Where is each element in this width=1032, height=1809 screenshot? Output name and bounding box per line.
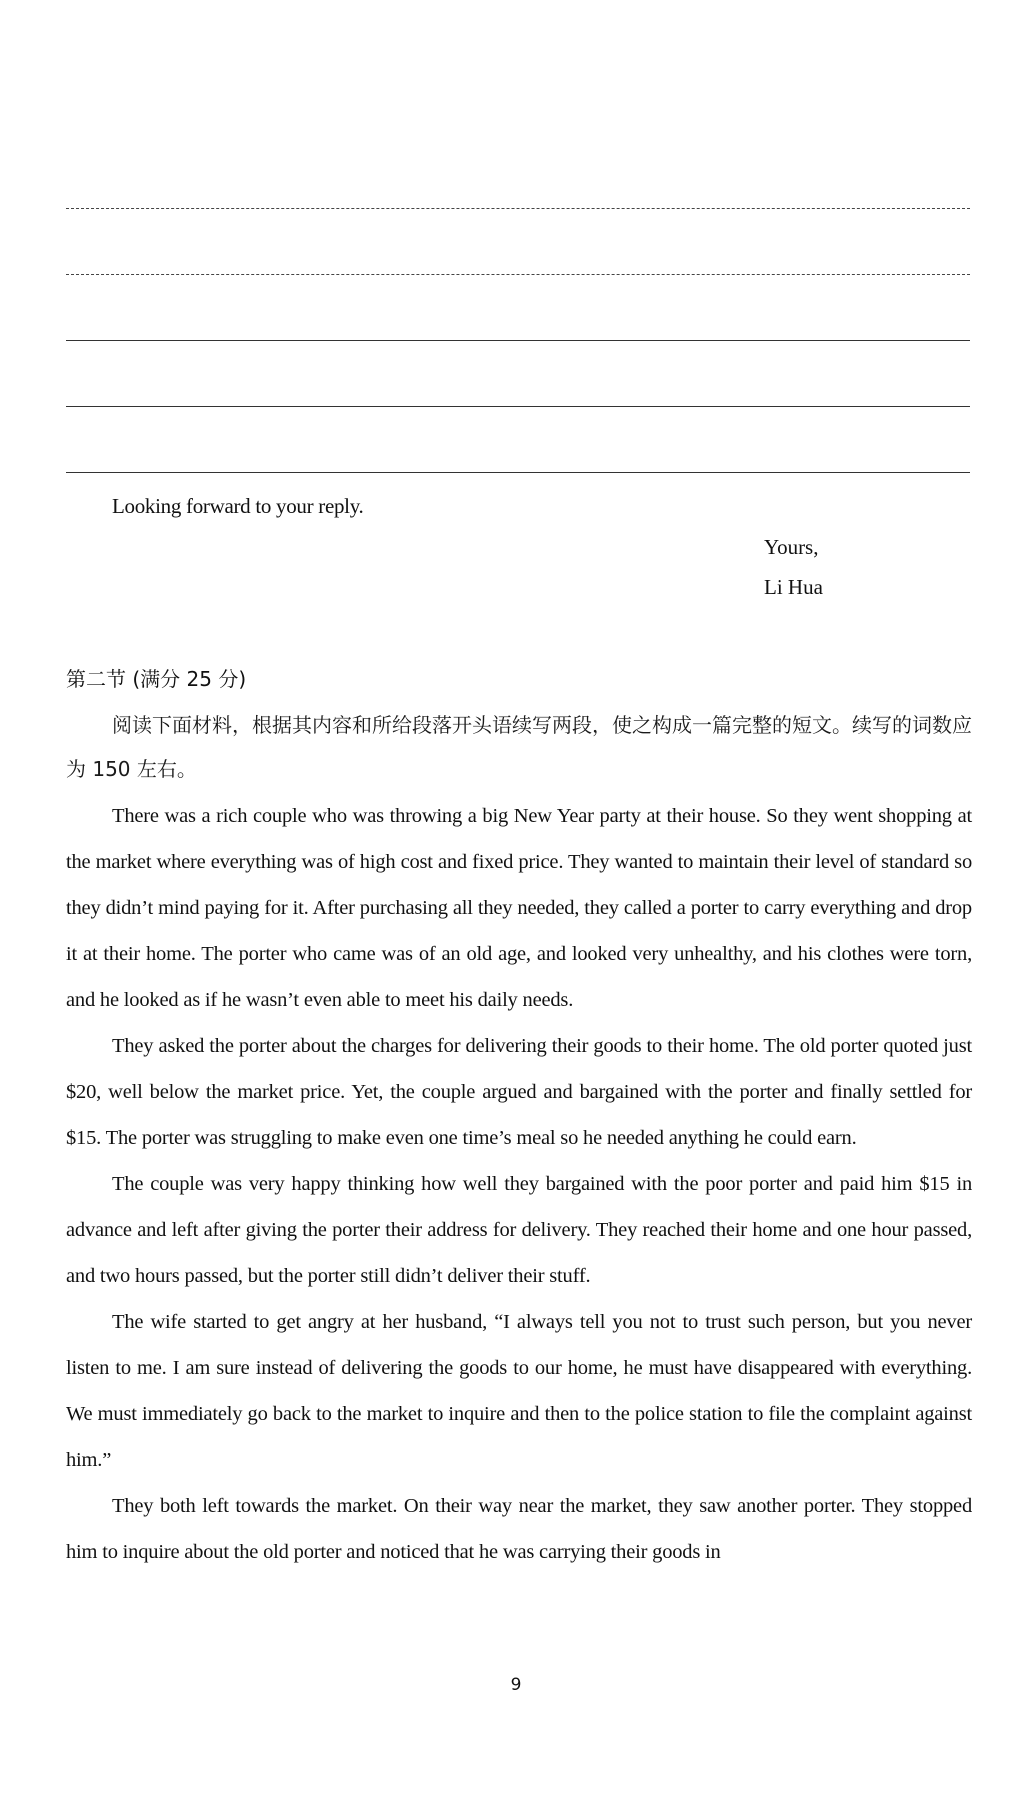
answer-line [66, 472, 970, 473]
letter-sign-off: Yours, [764, 535, 819, 559]
story-paragraph: They asked the porter about the charges for delivering their goods to their home. The old porter quoted just $20, well below the market price. Yet, the couple argued and bargained with the porter and finally settled for $15. The porter was struggling to make even one time’s meal so he needed anything he could earn. [66, 1035, 972, 1149]
answer-line [66, 340, 970, 341]
letter-signature: Li Hua [764, 575, 823, 599]
story-paragraph: They both left towards the market. On their way near the market, they saw another porter. They stopped him to inquire about the old porter and noticed that he was carrying their goods in [66, 1495, 972, 1563]
story-paragraph: The wife started to get angry at her husband, “I always tell you not to trust such person, but you never listen to me. I am sure instead of delivering the goods to our home, he must have disappeared with everything. We must immediately go back to the market to inquire and then to the police station to file the complaint against him.” [66, 1311, 972, 1471]
answer-line [66, 274, 970, 275]
answer-line [66, 406, 970, 407]
letter-closing: Looking forward to your reply. [112, 494, 364, 518]
story-paragraph: The couple was very happy thinking how well they bargained with the poor porter and paid him $15 in advance and left after giving the porter their address for delivery. They reached their home and one hour passed, and two hours passed, but the porter still didn’t deliver their stuff. [66, 1173, 972, 1287]
section-heading: 第二节 (满分 25 分) [66, 667, 247, 691]
story-paragraph: There was a rich couple who was throwing a big New Year party at their house. So they went shopping at the market where everything was of high cost and fixed price. They wanted to maintain their level of standard so they didn’t mind paying for it. After purchasing all they needed, they called a porter to carry everything and drop it at their home. The porter who came was of an old age, and looked very unhealthy, and his clothes were torn, and he looked as if he wasn’t even able to meet his daily needs. [66, 805, 972, 1011]
section-instructions: 阅读下面材料，根据其内容和所给段落开头语续写两段，使之构成一篇完整的短文。续写的词数应为 150 左右。 [66, 713, 972, 781]
story-text [66, 793, 972, 1575]
page-number: 9 [510, 1675, 522, 1695]
answer-line [66, 208, 970, 209]
